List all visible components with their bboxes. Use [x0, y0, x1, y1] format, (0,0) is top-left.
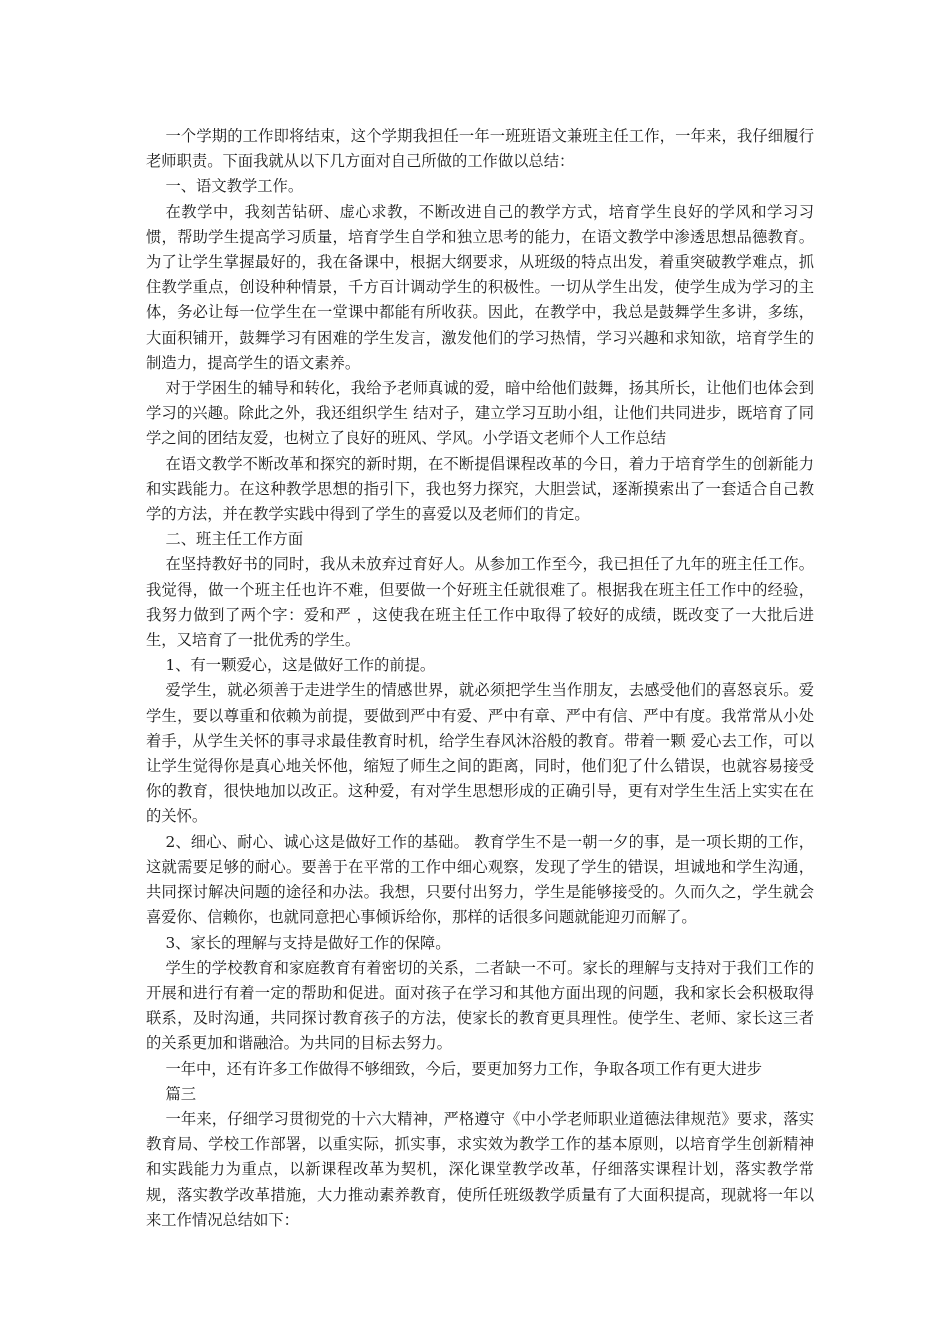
intro-paragraph: 一个学期的工作即将结束，这个学期我担任一年一班班语文兼班主任工作，一年来，我仔细履行老师职责。下面我就从以下几方面对自己所做的工作做以总结：	[146, 127, 814, 171]
section-heading-class-teacher: 二、班主任工作方面	[165, 530, 304, 549]
paragraph: 2、细心、耐心、诚心这是做好工作的基础。 教育学生不是一朝一夕的事，是一项长期的工作，这就需要足够的耐心。要善于在平常的工作中细心观察，发现了学生的错误，坦诚地和学生沟通，共同探讨解决问题的途径和办法。我想，只要付出努力，学生是能够接受的。久而久之，学生就会喜爱你、信赖你，也就同意把心事倾诉给你，那样的话很多问题就能迎刃而解了。	[146, 832, 814, 927]
subheading-love: 1、有一颗爱心，这是做好工作的前提。	[165, 656, 436, 675]
paragraph: 爱学生，就必须善于走进学生的情感世界，就必须把学生当作朋友，去感受他们的喜怒哀乐。爱学生，要以尊重和依赖为前提，要做到严中有爱、严中有章、严中有信、严中有度。我常常从小处着手，从学生关怀的事寻求最佳教育时机，给学生春风沐浴般的教育。带着一颗 爱心去工作，可以让学生觉得你是真心地关怀他，缩短了师生之间的距离，同时，他们犯了什么错误，也就容易接受你的教育，很快地加以改正。这种爱，有对学生思想形成的正确引导，更有对学生生活上实实在在的关怀。	[146, 681, 814, 826]
document-body	[146, 124, 814, 1233]
paragraph: 在坚持教好书的同时，我从未放弃过育好人。从参加工作至今，我已担任了九年的班主任工作。我觉得，做一个班主任也许不难，但要做一个好班主任就很难了。根据我在班主任工作中的经验，我努力做到了两个字：爱和严 ，这使我在班主任工作中取得了较好的成绩，既改变了一大批后进生，又培育了一批优秀的学生。	[146, 555, 814, 650]
paragraph: 在教学中，我刻苦钻研、虚心求教，不断改进自己的教学方式，培育学生良好的学风和学习习惯，帮助学生提高学习质量，培育学生自学和独立思考的能力，在语文教学中渗透思想品德教育。为了让学生掌握最好的，我在备课中，根据大纲要求，从班级的特点出发，着重突破教学难点，抓住教学重点，创设种种情景，千方百计调动学生的积极性。一切从学生出发，使学生成为学习的主体，务必让每一位学生在一堂课中都能有所收获。因此，在教学中，我总是鼓舞学生多讲，多练，大面积铺开，鼓舞学习有困难的学生发言，激发他们的学习热情，学习兴趣和求知欲，培育学生的制造力，提高学生的语文素养。	[146, 202, 814, 372]
paragraph: 一年来，仔细学习贯彻党的十六大精神，严格遵守《中小学老师职业道德法律规范》要求，落实教育局、学校工作部署，以重实际，抓实事，求实效为教学工作的基本原则，以培育学生创新精神和实践能力为重点，以新课程改革为契机，深化课堂教学改革，仔细落实课程计划，落实教学常规，落实教学改革措施，大力推动素养教育，使所任班级教学质量有了大面积提高，现就将一年以来工作情况总结如下：	[146, 1109, 814, 1229]
section-heading-chinese-teaching: 一、语文教学工作。	[165, 177, 304, 196]
paragraph: 学生的学校教育和家庭教育有着密切的关系，二者缺一不可。家长的理解与支持对于我们工作的开展和进行有着一定的帮助和促进。面对孩子在学习和其他方面出现的问题，我和家长会积极取得联系，及时沟通，共同探讨教育孩子的方法，使家长的教育更具理性。使学生、老师、家长这三者的关系更加和谐融洽。为共同的目标去努力。	[146, 958, 814, 1053]
subheading-parents: 3、家长的理解与支持是做好工作的保障。	[165, 933, 451, 952]
paragraph: 一年中，还有许多工作做得不够细致，今后，要更加努力工作，争取各项工作有更大进步	[165, 1059, 763, 1078]
paragraph: 在语文教学不断改革和探究的新时期，在不断提倡课程改革的今日，着力于培育学生的创新能力和实践能力。在这种教学思想的指引下，我也努力探究，大胆尝试，逐渐摸索出了一套适合自己教学的方法，并在教学实践中得到了学生的喜爱以及老师们的肯定。	[146, 454, 814, 524]
paragraph: 对于学困生的辅导和转化，我给予老师真诚的爱，暗中给他们鼓舞，扬其所长，让他们也体会到学习的兴趣。除此之外，我还组织学生 结对子，建立学习互助小组，让他们共同进步，既培育了同学之间的团结友爱，也树立了良好的班风、学风。小学语文老师个人工作总结	[146, 379, 814, 448]
section-label-part-three: 篇三	[165, 1084, 197, 1103]
